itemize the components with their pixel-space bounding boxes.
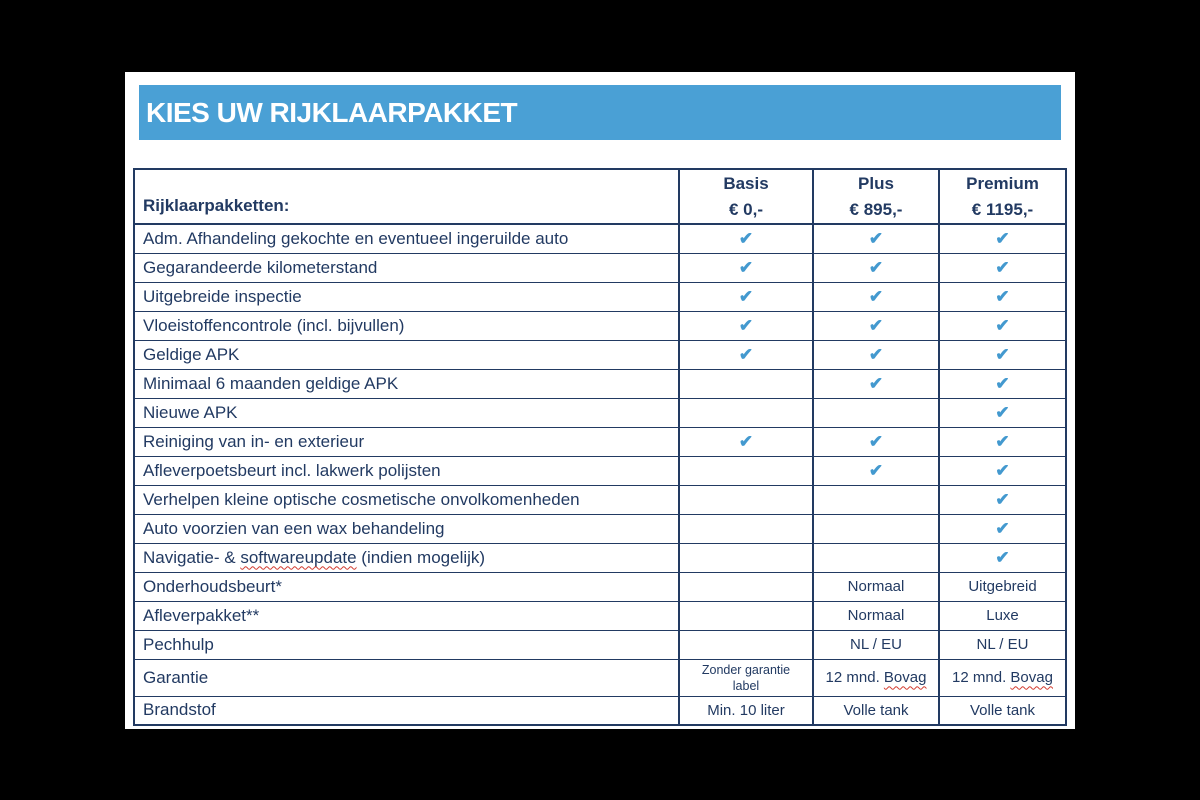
check-cell [679, 427, 813, 456]
check-icon: ✔ [868, 344, 884, 364]
value-part: 12 mnd. [825, 669, 884, 687]
package-price: € 1195,- [971, 199, 1034, 219]
check-icon: ✔ [868, 373, 884, 393]
column-header-plus [813, 169, 939, 224]
check-cell [679, 224, 813, 253]
check-icon: ✔ [868, 431, 884, 451]
check-cell [939, 398, 1066, 427]
check-cell [939, 543, 1066, 572]
value-cell: NL / EU [939, 630, 1066, 659]
page-title: KIES UW RIJKLAARPAKKET [146, 96, 518, 128]
misspelled-word: Bovag [1010, 669, 1053, 687]
check-cell [813, 340, 939, 369]
check-icon: ✔ [995, 373, 1010, 393]
check-icon: ✔ [738, 228, 754, 248]
package-price: € 895,- [849, 199, 903, 219]
check-cell [939, 224, 1066, 253]
package-price: € 0,- [728, 199, 764, 219]
table-row [134, 456, 1066, 485]
package-name: Plus [858, 174, 894, 193]
feature-label: Reiniging van in- en exterieur [134, 427, 679, 456]
check-cell [679, 311, 813, 340]
value-cell: Uitgebreid [939, 572, 1066, 601]
feature-label: Afleverpoetsbeurt incl. lakwerk polijsten [134, 456, 679, 485]
check-cell [939, 456, 1066, 485]
check-icon: ✔ [995, 228, 1010, 248]
table-row [134, 369, 1066, 398]
check-icon: ✔ [868, 315, 884, 335]
table-row [134, 485, 1066, 514]
check-icon: ✔ [868, 460, 884, 480]
feature-label: Uitgebreide inspectie [134, 282, 679, 311]
value-cell: Luxe [939, 601, 1066, 630]
check-cell [939, 485, 1066, 514]
feature-label: Verhelpen kleine optische cosmetische onvolkomenheden [134, 485, 679, 514]
feature-label: Vloeistoffencontrole (incl. bijvullen) [134, 311, 679, 340]
table-row [134, 572, 1066, 601]
empty-cell [679, 398, 813, 427]
check-cell [939, 427, 1066, 456]
value-cell: Volle tank [813, 697, 939, 725]
check-cell [679, 282, 813, 311]
check-icon: ✔ [995, 460, 1010, 480]
value-cell: Volle tank [939, 697, 1066, 725]
check-icon: ✔ [868, 257, 884, 277]
check-icon: ✔ [995, 315, 1010, 335]
table-row [134, 282, 1066, 311]
check-icon: ✔ [738, 431, 754, 451]
check-cell [679, 340, 813, 369]
package-name: Basis [723, 174, 769, 193]
feature-label-part: (indien mogelijk) [356, 547, 486, 567]
check-icon: ✔ [995, 402, 1010, 422]
check-icon: ✔ [995, 547, 1010, 567]
value-cell: NL / EU [813, 630, 939, 659]
check-cell [939, 340, 1066, 369]
check-icon: ✔ [868, 286, 884, 306]
empty-cell [679, 601, 813, 630]
check-icon: ✔ [738, 257, 754, 277]
document-card [125, 72, 1075, 729]
empty-cell [679, 543, 813, 572]
feature-label: Nieuwe APK [134, 398, 679, 427]
check-icon: ✔ [995, 286, 1010, 306]
value-cell [939, 659, 1066, 697]
check-cell [813, 253, 939, 282]
feature-label: Adm. Afhandeling gekochte en eventueel ingeruilde auto [134, 224, 679, 253]
empty-cell [679, 572, 813, 601]
check-cell [939, 282, 1066, 311]
check-cell [813, 311, 939, 340]
check-cell [813, 282, 939, 311]
empty-cell [813, 514, 939, 543]
check-icon: ✔ [738, 315, 754, 335]
table-header-row [134, 169, 1066, 224]
value-cell: Zonder garantie label [679, 659, 813, 697]
check-icon: ✔ [738, 344, 754, 364]
check-cell [939, 369, 1066, 398]
value-part: 12 mnd. [952, 669, 1011, 687]
value-cell [813, 659, 939, 697]
check-icon: ✔ [995, 518, 1010, 538]
check-icon: ✔ [995, 257, 1010, 277]
feature-label: Brandstof [134, 697, 679, 725]
empty-cell [813, 485, 939, 514]
table-row [134, 514, 1066, 543]
misspelled-word: softwareupdate [240, 547, 357, 567]
feature-label: Minimaal 6 maanden geldige APK [134, 369, 679, 398]
feature-label: Garantie [134, 659, 679, 697]
check-cell [813, 224, 939, 253]
table-row [134, 340, 1066, 369]
feature-label-part: Navigatie- & [143, 547, 241, 567]
check-cell [939, 253, 1066, 282]
package-comparison-table [133, 168, 1067, 726]
feature-label: Pechhulp [134, 630, 679, 659]
check-cell [813, 427, 939, 456]
check-icon: ✔ [995, 431, 1010, 451]
misspelled-word: Bovag [883, 669, 927, 687]
check-icon: ✔ [738, 286, 754, 306]
feature-label: Gegarandeerde kilometerstand [134, 253, 679, 282]
row-group-label: Rijklaarpakketten: [134, 169, 679, 224]
table-row [134, 543, 1066, 572]
check-icon: ✔ [868, 228, 884, 248]
table-row [134, 253, 1066, 282]
empty-cell [813, 543, 939, 572]
check-cell [813, 369, 939, 398]
check-cell [939, 311, 1066, 340]
table-row [134, 427, 1066, 456]
column-header-premium [939, 169, 1066, 224]
check-icon: ✔ [995, 344, 1010, 364]
feature-label: Onderhoudsbeurt* [134, 572, 679, 601]
empty-cell [679, 369, 813, 398]
feature-label: Afleverpakket** [134, 601, 679, 630]
package-name: Premium [966, 174, 1039, 193]
feature-label: Geldige APK [134, 340, 679, 369]
table-row [134, 697, 1066, 725]
table-row [134, 659, 1066, 697]
empty-cell [813, 398, 939, 427]
table-row [134, 398, 1066, 427]
feature-label: Auto voorzien van een wax behandeling [134, 514, 679, 543]
title-bar [139, 85, 1061, 140]
table-row [134, 630, 1066, 659]
value-cell: Normaal [813, 572, 939, 601]
feature-label [134, 543, 679, 572]
empty-cell [679, 456, 813, 485]
table-row [134, 224, 1066, 253]
value-cell: Normaal [813, 601, 939, 630]
value-cell: Min. 10 liter [679, 697, 813, 725]
empty-cell [679, 630, 813, 659]
empty-cell [679, 485, 813, 514]
column-header-basis [679, 169, 813, 224]
check-cell [813, 456, 939, 485]
check-cell [939, 514, 1066, 543]
table-row [134, 311, 1066, 340]
empty-cell [679, 514, 813, 543]
check-icon: ✔ [995, 489, 1010, 509]
table-row [134, 601, 1066, 630]
check-cell [679, 253, 813, 282]
